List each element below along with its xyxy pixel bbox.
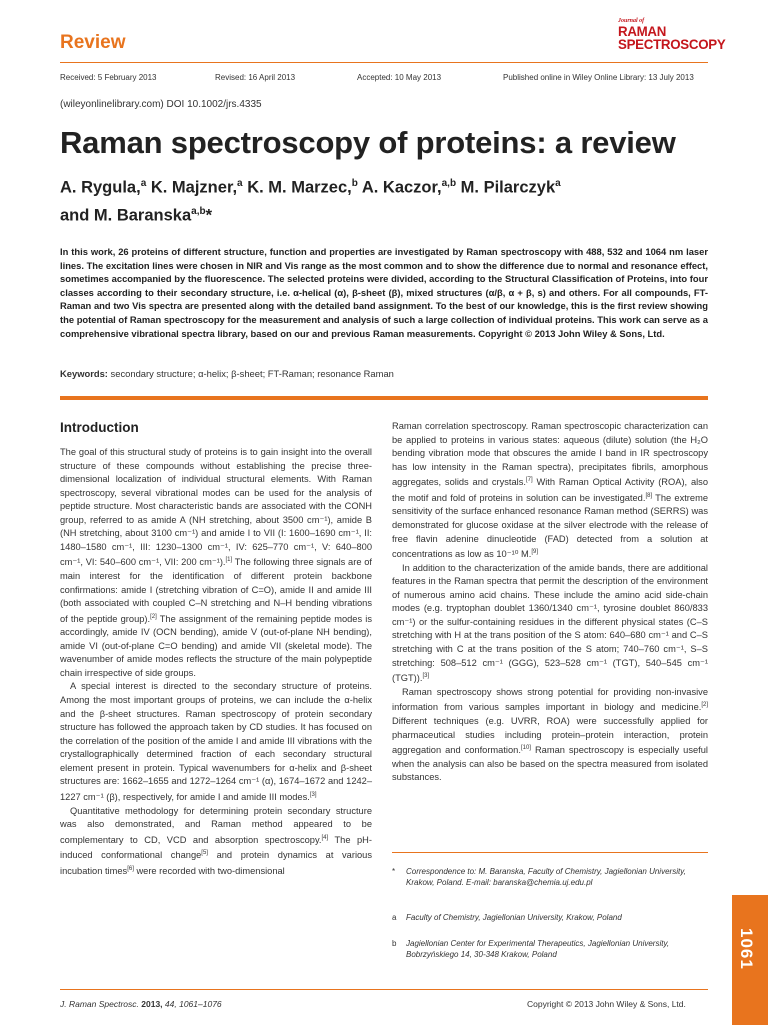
- author-affiliation: b: [351, 178, 358, 189]
- footnote-affiliation-b: [392, 938, 708, 960]
- logo-line2: SPECTROSCOPY: [618, 36, 726, 52]
- author-list: [60, 172, 700, 227]
- author: M. Pilarczyk: [460, 178, 556, 197]
- paragraph: In addition to the characterization of the amide bands, there are additional features in the Raman spectra that permit the description of the environment of numerous amino acid chains. These include the amino acid side-chain modes (e.g. tryptophan doublet 1360/1340 cm⁻¹, tyrosine doublet 860/833 cm⁻¹) or the sulfur-containing residues in the different physical states (C–S stretching with H at the trans position of the S atom: 640–680 cm⁻¹ and C–S stretching with C at the trans position of the S atom; 740–760 cm⁻¹, S–S stretching: 508–512 cm⁻¹ (GGG), 523–528 cm⁻¹ (TGT), 540–545 cm⁻¹ (TGT)).[3]: [392, 562, 708, 684]
- paragraph: A special interest is directed to the secondary structure of proteins. Among the most important groups of proteins, we can include the α-helix and the β-sheet structures. Raman spectroscopy of protein secondary structure has followed the approach taken by CD studies. It has focused on the correlation of the position of the amide I and amide III vibrations with the crystallographically determined fraction of each secondary structural element present in protein. Typical wavenumbers for α-helix and β-sheet structures are: 1662–1655 and 1272–1264 cm⁻¹ (α), 1674–1672 and 1242–1227 cm⁻¹ (β), respectively, for amide I and amide III modes.[3]: [60, 681, 372, 802]
- citation-ref[interactable]: [2]: [701, 702, 708, 709]
- logo-line1: RAMAN: [618, 23, 667, 39]
- paragraph: Raman spectroscopy shows strong potential for providing non-invasive information from various samples important in biology and medicine.[2] Different techniques (e.g. UVRR, ROA) were successfully applied for pharmaceutical studies including protein–protein interaction, protein aggregation and conformation.[10] Raman spectroscopy is especially useful when the analysis can also be based on the spectra measured from isolated substances.: [392, 686, 708, 783]
- article-title: Raman spectroscopy of proteins: a review: [60, 125, 676, 160]
- citation-ref[interactable]: [3]: [309, 791, 317, 798]
- journal-logo: [618, 18, 726, 52]
- column-left: [60, 446, 372, 879]
- page-number: 1061: [737, 928, 756, 970]
- section-label: Review: [60, 32, 126, 53]
- paragraph: The goal of this structural study of proteins is to gain insight into the overall structure of these compounds without establishing the precise three-dimensional localization of individual structural elements. With Raman spectroscopy, several vibrational modes can be used for the analysis of peptide structure. Most characteristic bands are associated with the CONH group, referred to as amide A (NH stretching, about 3500 cm⁻¹), amide B (NH stretching, about 3100 cm⁻¹) and amide I to VII (I: 1600–1690 cm⁻¹, II: 1480–1580 cm⁻¹, III: 1230–1300 cm⁻¹, IV: 625–770 cm⁻¹, V: 640–800 cm⁻¹, VI: 540–600 cm⁻¹, VII: 200 cm⁻¹).[1] The following three signals are of main interest for the identification of different protein backbone confirmations: amide I (stretching vibration of C=O), amide II and amide III (both associated with coupled C–N stretching and N–H bending vibrations of the peptide group).[2] The assignment of the remaining peptide modes is accordingly, amide IV (OCN bending), amide V (out-of-plane NH bending), amide VI (out-of-plane C=O bending) and amide VII (skeletal mode). The wavenumber of amide modes reflects the structure of the main polypeptide chain irrespective of side groups.: [60, 447, 372, 678]
- author-affiliation: a,b: [441, 178, 457, 189]
- footnote-text: Jagiellonian Center for Experimental Therapeutics, Jagiellonian University, Bobrzyńskiego 14, 30-348 Krakow, Poland: [406, 939, 670, 959]
- intro-heading: Introduction: [60, 420, 139, 435]
- author: A. Rygula,: [60, 178, 141, 197]
- column-right: [392, 420, 708, 785]
- citation-ref[interactable]: [4]: [321, 834, 329, 841]
- footnote-mark: b: [392, 939, 397, 948]
- citation-ref[interactable]: [1]: [225, 557, 233, 564]
- citation-ref[interactable]: [2]: [150, 613, 157, 620]
- received-date: Received: 5 February 2013: [60, 73, 157, 82]
- footnote-text: Correspondence to: M. Baranska, Faculty of Chemistry, Jagiellonian University, Krakow, Poland. E-mail: baranska@chemia.uj.edu.pl: [406, 867, 686, 887]
- paragraph: Raman correlation spectroscopy. Raman spectroscopic characterization can be applied to proteins in various states: aqueous (dilute) solution (the H₂O bending vibration mode that obscures the amide I band in IR spectroscopy has low intensity in the Raman spectra), precipitates fibrils, amorphous aggregates, solids and crystals.[7] With Raman Optical Activity (ROA), also the motif and fold of proteins in solution can be investigated.[8] The extreme sensitivity of the surface enhanced resonance Raman method (SERRS) was demonstrated for glucose oxidase at the silver electrode with the release of free flavin adenine dinucleotide (FAD) detected from a solution at concentrations as low as 10⁻¹⁰ M.[9]: [392, 421, 709, 560]
- author: A. Kaczor,: [361, 178, 442, 197]
- footnote-affiliation-a: [392, 912, 708, 923]
- footer-citation: J. Raman Spectrosc. 2013, 44, 1061–1076: [60, 999, 222, 1009]
- citation-ref[interactable]: [8]: [645, 492, 653, 499]
- keywords-text: secondary structure; α-helix; β-sheet; FT-Raman; resonance Raman: [110, 368, 394, 379]
- footer-copyright: Copyright © 2013 John Wiley & Sons, Ltd.: [527, 999, 686, 1009]
- logo-small-text: Journal of: [618, 18, 645, 24]
- corresponding-star: *: [205, 206, 213, 224]
- author: and M. Baranska: [60, 206, 192, 224]
- author: K. Majzner,: [150, 178, 238, 197]
- footer-rule: [60, 989, 708, 990]
- doi: (wileyonlinelibrary.com) DOI 10.1002/jrs.4335: [60, 99, 262, 110]
- footnote-text: Faculty of Chemistry, Jagiellonian University, Krakow, Poland: [406, 913, 622, 922]
- author-affiliation: a: [237, 178, 243, 189]
- keywords: [60, 368, 708, 379]
- author: K. M. Marzec,: [247, 178, 352, 197]
- citation-ref[interactable]: [7]: [525, 477, 533, 484]
- paragraph: Quantitative methodology for determining protein secondary structure was also demonstrated, and Raman method appeared to be complementary to CD, VCD and absorption spectroscopy.[4] The pH-induced conformational change[5] and protein dynamics at various incubation times[6] were recorded with two-dimensional: [60, 805, 373, 876]
- footnote-mark: *: [392, 867, 396, 876]
- citation-ref[interactable]: [9]: [531, 549, 539, 556]
- keywords-label: Keywords:: [60, 368, 108, 379]
- author-affiliation: a: [140, 178, 147, 189]
- footnote-rule: [392, 852, 708, 853]
- section-divider: [60, 396, 708, 400]
- footnote-mark: a: [392, 913, 397, 922]
- abstract: In this work, 26 proteins of different structure, function and properties are investigated by Raman spectroscopy with 488, 532 and 1064 nm laser lines. The excitation lines were chosen in NIR and Vis range as the most common and to show the difference due to normal and resonance effect, sometimes accompanied by the fluorescence. The selected proteins were divided, according to the Structural Classification of Proteins, into four classes according to their secondary structure, i.e. α-helical (α), β-sheet (β), mixed structures (α/β, α + β, s) and others. For all compounds, FT-Raman and two Vis spectra are presented along with the detailed band assignment. To the best of our knowledge, this is the first review showing the potential of Raman spectroscopy for the measurement and analysis of such a large collection of individual proteins. This work can serve as a comprehensive vibrational spectra library, based on our and previous Raman measurements. Copyright © 2013 John Wiley & Sons, Ltd.: [60, 246, 708, 339]
- footnote-correspondence: [392, 866, 708, 888]
- author-affiliation: a,b: [191, 205, 206, 217]
- citation-ref[interactable]: [3]: [422, 673, 430, 680]
- accepted-date: Accepted: 10 May 2013: [357, 73, 442, 82]
- citation-ref[interactable]: [10]: [520, 745, 531, 752]
- author-affiliation: a: [555, 178, 561, 189]
- revised-date: Revised: 16 April 2013: [215, 73, 296, 82]
- citation-ref[interactable]: [5]: [201, 850, 208, 857]
- citation-ref[interactable]: [6]: [127, 865, 134, 872]
- header-rule: [60, 62, 708, 63]
- published-date: Published online in Wiley Online Library: 13 July 2013: [503, 73, 694, 82]
